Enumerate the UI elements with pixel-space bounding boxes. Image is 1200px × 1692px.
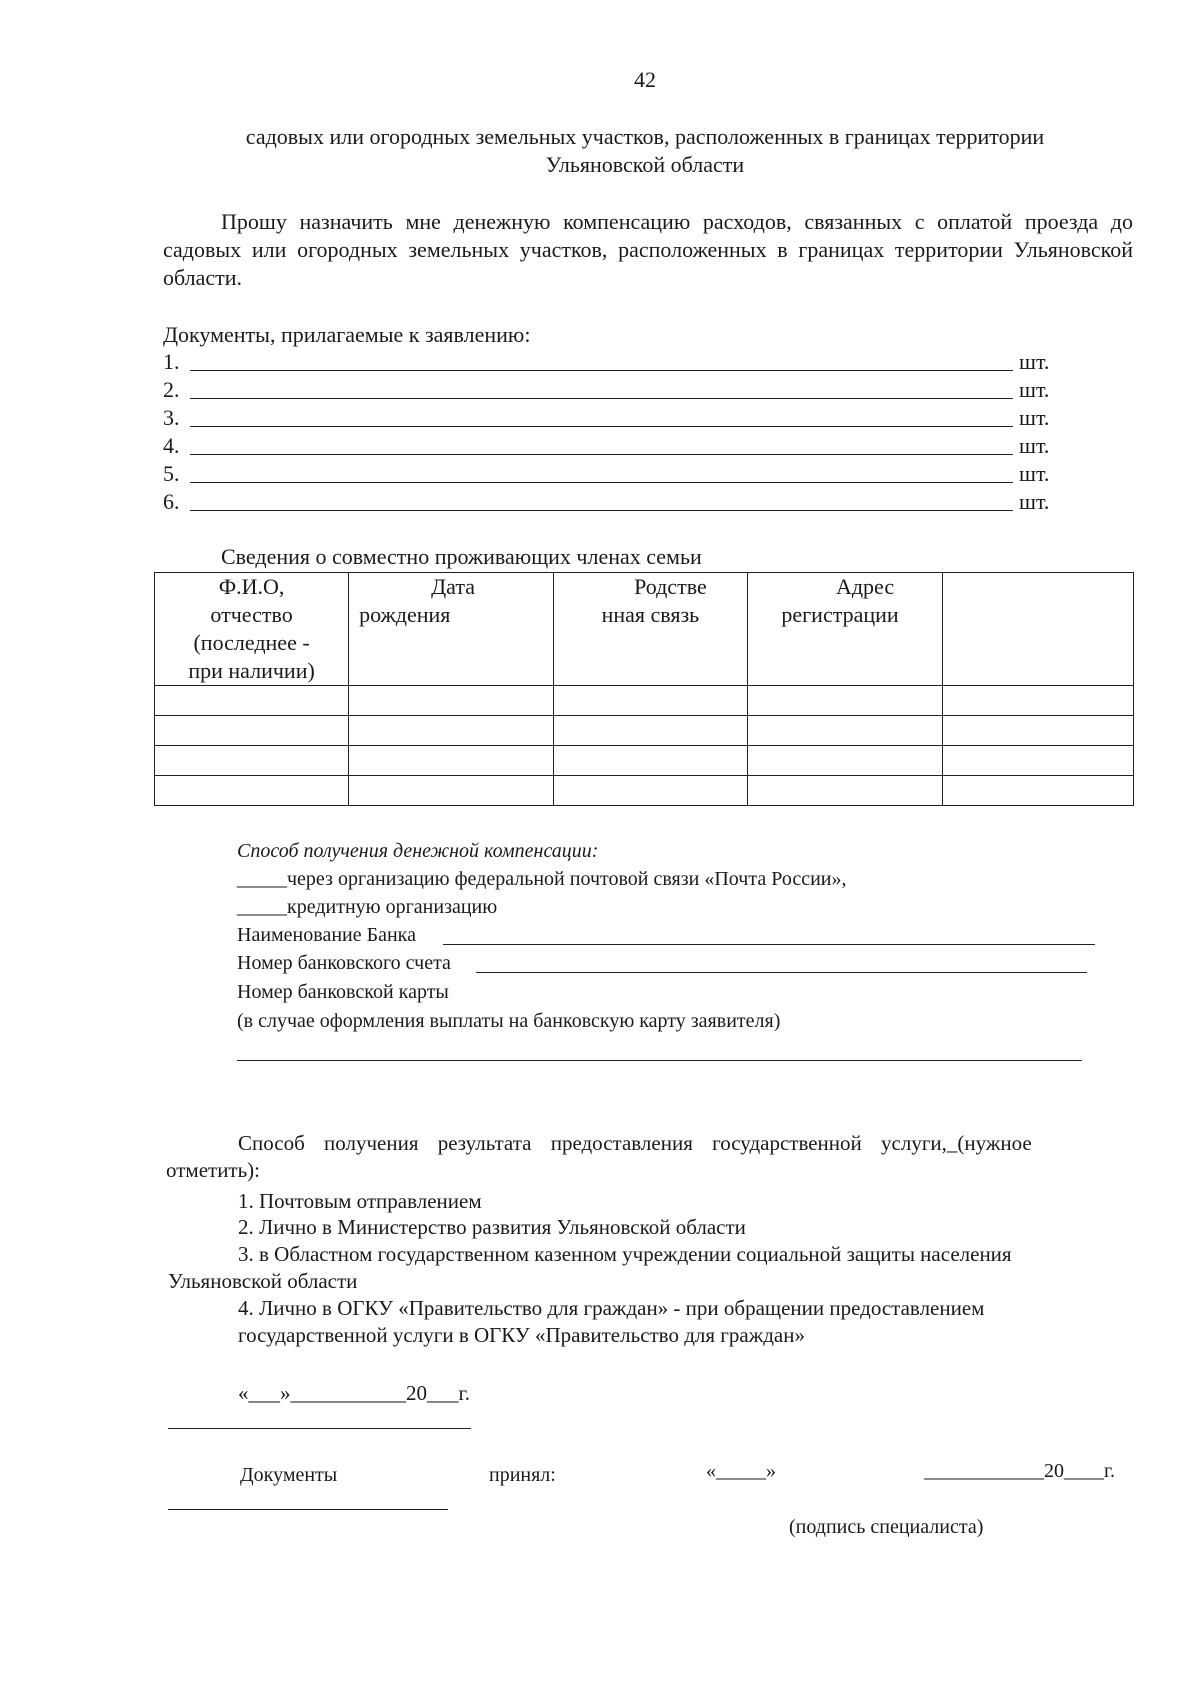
request-paragraph: Прошу назначить мне денежную компенсацию расходов, связанных с оплатой проезда до садовых или огородных земельных участков, расположенных в границах территории Ульяновской области. — [163, 209, 1133, 290]
header-text: при наличии) — [188, 658, 315, 683]
document-line-2[interactable] — [163, 377, 1063, 405]
form-heading — [160, 123, 1130, 179]
header-text: (последнее - — [193, 630, 310, 655]
result-title-line-1: Способ получения результата предоставления государственной услуги,_(нужное — [238, 1131, 1032, 1155]
header-relation — [553, 573, 747, 686]
specialist-signature-caption: (подпись специалиста) — [789, 1516, 984, 1538]
table-cell[interactable] — [748, 746, 943, 776]
table-cell[interactable] — [155, 776, 349, 806]
result-option-3[interactable]: 3. в Областном государственном казенном учреждении социальной защиты населения — [238, 1242, 1012, 1266]
document-blank[interactable] — [190, 482, 1013, 483]
document-unit: шт. — [1019, 489, 1050, 514]
table-cell[interactable] — [349, 716, 554, 746]
document-blank[interactable] — [190, 454, 1013, 455]
header-text: регистрации — [781, 602, 899, 627]
header-text: Дата — [431, 574, 475, 599]
result-option-2[interactable]: 2. Лично в Министерство развития Ульяновской области — [238, 1215, 746, 1239]
form-heading-line-2: Ульяновской области — [545, 152, 745, 177]
table-row — [155, 776, 1134, 806]
table-cell[interactable] — [349, 746, 554, 776]
header-text: рождения — [359, 602, 451, 627]
table-row — [155, 716, 1134, 746]
result-title-line-2: отметить): — [166, 1158, 261, 1182]
table-cell[interactable] — [155, 716, 349, 746]
accepted-date-day[interactable]: «_____» — [706, 1460, 776, 1482]
table-cell[interactable] — [748, 776, 943, 806]
compensation-option-post[interactable]: _____через организацию федеральной почтовой связи «Почта России», — [237, 868, 847, 890]
document-unit: шт. — [1019, 377, 1050, 402]
table-cell[interactable] — [553, 746, 747, 776]
accepted-by-label: принял: — [489, 1464, 556, 1486]
applicant-signature-line[interactable] — [168, 1428, 471, 1429]
family-table-caption: Сведения о совместно проживающих членах семьи — [221, 544, 702, 569]
table-cell[interactable] — [553, 686, 747, 716]
compensation-title: Способ получения денежной компенсации: — [237, 840, 599, 862]
bank-card-field[interactable] — [237, 1060, 1082, 1061]
document-number: 3. — [163, 405, 180, 430]
table-cell[interactable] — [942, 776, 1133, 806]
header-text: нная связь — [601, 602, 700, 627]
document-line-6[interactable] — [163, 489, 1063, 517]
bank-card-note: (в случае оформления выплаты на банковскую карту заявителя) — [237, 1010, 781, 1032]
accepted-documents-label: Документы — [240, 1464, 338, 1486]
result-option-1[interactable]: 1. Почтовым отправлением — [238, 1189, 482, 1213]
result-option-3-continued: Ульяновской области — [168, 1269, 358, 1293]
header-birth-date — [349, 573, 554, 686]
document-blank[interactable] — [190, 510, 1013, 511]
table-cell[interactable] — [349, 776, 554, 806]
table-row — [155, 746, 1134, 776]
table-cell[interactable] — [155, 746, 349, 776]
header-text: Адрес — [835, 574, 895, 599]
header-text: отчество — [210, 602, 293, 627]
table-cell[interactable] — [748, 716, 943, 746]
document-number: 6. — [163, 489, 180, 514]
documents-label: Документы, прилагаемые к заявлению: — [163, 322, 531, 347]
bank-name-label: Наименование Банка — [237, 924, 416, 946]
document-unit: шт. — [1019, 405, 1050, 430]
document-number: 2. — [163, 377, 180, 402]
document-line-4[interactable] — [163, 433, 1063, 461]
page-number: 42 — [634, 67, 656, 92]
accepted-date-year[interactable]: ____________20____г. — [924, 1460, 1115, 1482]
bank-account-label: Номер банковского счета — [237, 952, 451, 974]
table-cell[interactable] — [942, 746, 1133, 776]
table-cell[interactable] — [748, 686, 943, 716]
document-number: 5. — [163, 461, 180, 486]
table-row — [155, 686, 1134, 716]
header-address — [748, 573, 943, 686]
document-blank[interactable] — [190, 370, 1013, 371]
form-heading-line-1: садовых или огородных земельных участков, расположенных в границах территории — [245, 124, 1045, 149]
document-unit: шт. — [1019, 433, 1050, 458]
header-text: Родстве — [634, 574, 707, 599]
bank-account-field[interactable] — [476, 972, 1087, 973]
table-cell[interactable] — [553, 716, 747, 746]
document-line-3[interactable] — [163, 405, 1063, 433]
document-line-5[interactable] — [163, 461, 1063, 489]
result-title — [166, 1130, 1142, 1184]
result-option-4-continued: государственной услуги в ОГКУ «Правительство для граждан» — [238, 1323, 805, 1347]
family-table — [154, 572, 1134, 806]
table-cell[interactable] — [553, 776, 747, 806]
result-option-4[interactable]: 4. Лично в ОГКУ «Правительство для граждан» - при обращении предоставлением — [238, 1296, 985, 1320]
document-unit: шт. — [1019, 461, 1050, 486]
family-table-header-row — [155, 573, 1134, 686]
header-text: Ф.И.О, — [218, 574, 285, 599]
specialist-signature-line[interactable] — [168, 1509, 448, 1510]
document-unit: шт. — [1019, 349, 1050, 374]
header-empty — [942, 573, 1133, 686]
table-cell[interactable] — [942, 716, 1133, 746]
bank-card-label: Номер банковской карты — [237, 981, 449, 1003]
table-cell[interactable] — [155, 686, 349, 716]
bank-name-field[interactable] — [443, 944, 1095, 945]
document-number: 4. — [163, 433, 180, 458]
document-number: 1. — [163, 349, 180, 374]
application-date[interactable]: «___»___________20___г. — [238, 1381, 470, 1405]
document-blank[interactable] — [190, 426, 1013, 427]
compensation-option-bank[interactable]: _____кредитную организацию — [237, 896, 498, 918]
table-cell[interactable] — [349, 686, 554, 716]
table-cell[interactable] — [942, 686, 1133, 716]
document-blank[interactable] — [190, 398, 1013, 399]
header-fio — [155, 573, 349, 686]
document-line-1[interactable] — [163, 349, 1063, 377]
